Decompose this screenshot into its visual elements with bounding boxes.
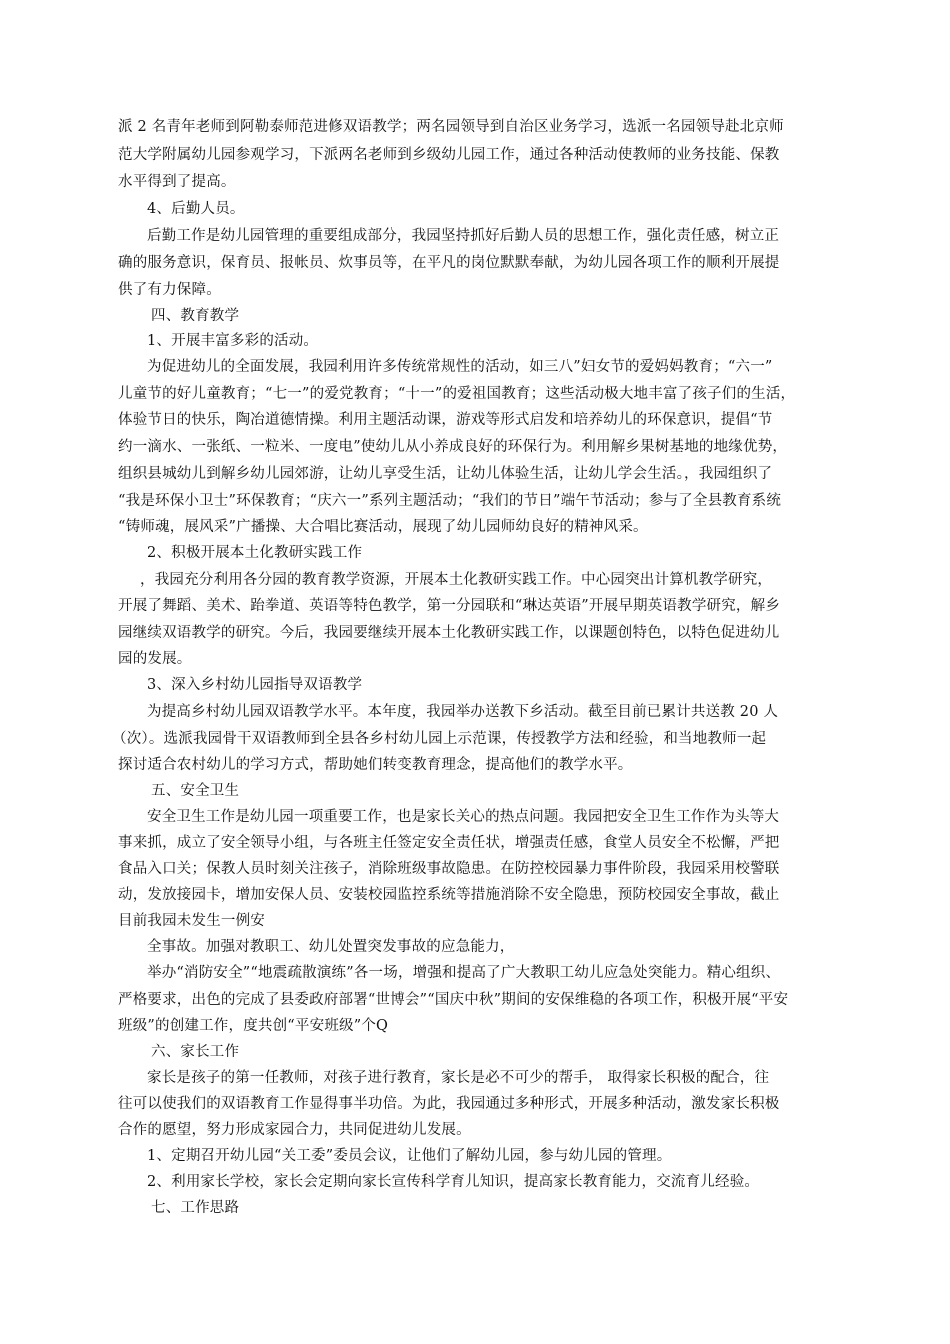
section-subheading: 3、深入乡村幼儿园指导双语教学: [147, 677, 363, 693]
paragraph-line: 确的服务意识，保育员、报帐员、炊事员等，在平凡的岗位默默奉献，为幼儿园各项工作的顺利开展提: [118, 255, 780, 271]
paragraph-line: 事来抓，成立了安全领导小组，与各班主任签定安全责任状，增强责任感，食堂人员安全不松懈，严把: [118, 835, 780, 851]
paragraph-line: 供了有力保障。: [118, 282, 221, 298]
paragraph-line: 开展了舞蹈、美术、跆拳道、英语等特色教学，第一分园联和“琳达英语”开展早期英语教学研究，解乡: [118, 598, 781, 614]
section-heading: 六、家长工作: [151, 1044, 240, 1060]
paragraph-line: 探讨适合农村幼儿的学习方式，帮助她们转变教育理念，提高他们的教学水平。: [118, 757, 633, 773]
paragraph-line: 动，发放接园卡，增加安保人员、安装校园监控系统等措施消除不安全隐患，预防校园安全事故，截止: [118, 887, 780, 903]
section-heading: 五、安全卫生: [151, 783, 240, 799]
paragraph-line: 园继续双语教学的研究。今后，我园要继续开展本土化教研实践工作，以课题创特色，以特色促进幼儿: [118, 625, 780, 641]
section-heading: 四、教育教学: [151, 308, 240, 324]
list-item: 2、利用家长学校，家长会定期向家长宣传科学育儿知识，提高家长教育能力，交流育儿经验。: [147, 1174, 760, 1190]
section-heading: 七、工作思路: [151, 1200, 240, 1216]
paragraph-line: 食品入口关；保教人员时刻关注孩子，消除班级事故隐患。在防控校园暴力事件阶段，我园采用校警联: [118, 861, 780, 877]
list-item: 1、定期召开幼儿园“关工委”委员会议，让他们了解幼儿园，参与幼儿园的管理。: [147, 1148, 672, 1164]
paragraph-line: 为提高乡村幼儿园双语教学水平。本年度，我园举办送教下乡活动。截至目前已累计共送教 20 人: [147, 704, 779, 720]
paragraph-line: 组织县城幼儿到解乡幼儿园郊游，让幼儿享受生活，让幼儿体验生活，让幼儿学会生活。，我园组织了: [118, 466, 773, 482]
paragraph-line: 范大学附属幼儿园参观学习，下派两名老师到乡级幼儿园工作，通过各种活动使教师的业务技能、保教: [118, 147, 780, 163]
section-subheading: 2、积极开展本土化教研实践工作: [147, 545, 363, 561]
paragraph-line: 派 2 名青年老师到阿勒泰师范进修双语教学；两名园领导到自治区业务学习，选派一名园领导赴北京师: [118, 119, 784, 135]
paragraph-line: 严格要求，出色的完成了县委政府部署“世博会”“国庆中秋”期间的安保维稳的各项工作，积极开展“平安: [118, 992, 789, 1008]
paragraph-line: “铸师魂，展风采”广播操、大合唱比赛活动，展现了幼儿园师幼良好的精神风采。: [118, 519, 648, 535]
paragraph-line: 往可以使我们的双语教育工作显得事半功倍。为此，我园通过多种形式，开展多种活动，激发家长积极: [118, 1096, 780, 1112]
paragraph-line: 安全卫生工作是幼儿园一项重要工作，也是家长关心的热点问题。我园把安全卫生工作作为头等大: [147, 809, 780, 825]
section-subheading: 4、后勤人员。: [147, 201, 245, 217]
paragraph-line: 家长是孩子的第一任教师，对孩子进行教育，家长是必不可少的帮手， 取得家长积极的配合，往: [147, 1070, 770, 1086]
paragraph-line: 儿童节的好儿童教育；“七一”的爱党教育；“十一”的爱祖国教育；这些活动极大地丰富了孩子们的生活，: [118, 386, 796, 402]
paragraph-line: 约一滴水、一张纸、一粒米、一度电”使幼儿从小养成良好的环保行为。利用解乡果树基地的地缘优势，: [118, 439, 788, 455]
paragraph-line: “我是环保小卫士”环保教育；“庆六一”系列主题活动；“我们的节日”端午节活动；参与了全县教育系统: [118, 493, 782, 509]
paragraph-line: 班级”的创建工作，度共创“平安班级”个Q: [118, 1018, 389, 1034]
paragraph-line: 体验节日的快乐，陶冶道德情操。利用主题活动课，游戏等形式启发和培养幼儿的环保意识，提倡“节: [118, 412, 773, 428]
paragraph-line: 举办“消防安全”“地震疏散演练”各一场，增强和提高了广大教职工幼儿应急处突能力。精心组织、: [147, 965, 781, 981]
paragraph-line: 目前我园未发生一例安: [118, 913, 265, 929]
paragraph-line: 全事故。加强对教职工、幼儿处置突发事故的应急能力，: [147, 939, 515, 955]
paragraph-line: 后勤工作是幼儿园管理的重要组成部分，我园坚持抓好后勤人员的思想工作，强化责任感，树立正: [147, 228, 780, 244]
paragraph-line: 合作的愿望，努力形成家园合力，共同促进幼儿发展。: [118, 1122, 471, 1138]
paragraph-line: 园的发展。: [118, 651, 192, 667]
section-subheading: 1、开展丰富多彩的活动。: [147, 333, 319, 349]
paragraph-line: 为促进幼儿的全面发展，我园利用许多传统常规性的活动，如三八”妇女节的爱妈妈教育；“六一”: [147, 359, 773, 375]
paragraph-line: （次）。选派我园骨干双语教师到全县各乡村幼儿园上示范课，传授教学方法和经验，和当地教师一起: [112, 731, 767, 747]
paragraph-line: ，我园充分利用各分园的教育教学资源，开展本土化教研实践工作。中心园突出计算机教学研究，: [140, 572, 773, 588]
paragraph-line: 水平得到了提高。: [118, 174, 236, 190]
